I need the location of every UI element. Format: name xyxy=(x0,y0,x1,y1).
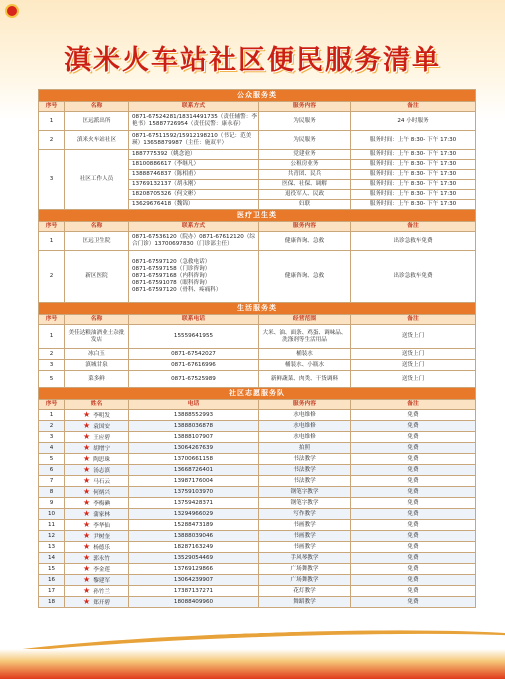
row-note: 服务时间：上午 8:30- 下午 17:30 xyxy=(351,160,476,170)
column-header: 姓名 xyxy=(65,400,129,410)
row-number: 9 xyxy=(39,498,65,509)
row-service: 广场舞教学 xyxy=(259,575,351,586)
column-header: 名称 xyxy=(65,222,129,232)
row-number: 16 xyxy=(39,575,65,586)
volunteer-name: 孙竹兰 xyxy=(93,588,110,595)
table-row xyxy=(39,454,476,465)
row-contact: 13769132137（胡永刚） xyxy=(129,180,259,190)
party-member-star-icon: ★ xyxy=(83,585,91,595)
section-title: 公众服务类 xyxy=(39,90,476,102)
row-note: 送货上门 xyxy=(351,349,476,360)
table-row xyxy=(39,432,476,443)
row-service: 共青团、民兵 xyxy=(259,170,351,180)
party-member-star-icon: ★ xyxy=(83,541,91,551)
row-number: 18 xyxy=(39,597,65,608)
party-member-star-icon: ★ xyxy=(83,475,91,485)
volunteer-name: 陶思珠 xyxy=(93,456,110,463)
table-row xyxy=(39,476,476,487)
row-service: 钢笔字教学 xyxy=(259,487,351,498)
row-number: 1 xyxy=(39,112,65,131)
row-phone: 18287163249 xyxy=(129,542,259,553)
service-list-board xyxy=(38,89,475,608)
section-header xyxy=(39,303,476,315)
volunteer-name: 郭永竹 xyxy=(93,555,110,562)
row-note: 24 小时服务 xyxy=(351,112,476,131)
table-row xyxy=(39,564,476,575)
table-row xyxy=(39,465,476,476)
party-member-star-icon: ★ xyxy=(83,497,91,507)
row-number: 3 xyxy=(39,150,65,210)
row-service: 新鲜蔬菜、肉类、干货调料 xyxy=(259,371,351,388)
table-row xyxy=(39,542,476,553)
table-row xyxy=(39,112,476,131)
row-contact: 0871-67616996 xyxy=(129,360,259,371)
column-header: 联系方式 xyxy=(129,102,259,112)
row-name: 美佳达粮油酒业土杂批发店 xyxy=(65,325,129,349)
table-row xyxy=(39,531,476,542)
column-header: 服务内容 xyxy=(259,222,351,232)
row-service: 水电维修 xyxy=(259,410,351,421)
row-phone: 13987176004 xyxy=(129,476,259,487)
row-phone: 13769129866 xyxy=(129,564,259,575)
party-member-star-icon: ★ xyxy=(83,519,91,529)
row-service: 健康咨询、急救 xyxy=(259,251,351,303)
table-row xyxy=(39,487,476,498)
column-header: 名称 xyxy=(65,102,129,112)
party-member-star-icon: ★ xyxy=(83,420,91,430)
row-note: 免费 xyxy=(351,509,476,520)
volunteer-name: 李华仙 xyxy=(93,522,110,529)
row-phone: 13294966029 xyxy=(129,509,259,520)
volunteer-name: 黎建军 xyxy=(93,577,110,584)
volunteer-name-cell xyxy=(65,509,129,520)
row-service: 书画教学 xyxy=(259,542,351,553)
table-row xyxy=(39,498,476,509)
volunteer-name-cell xyxy=(65,487,129,498)
row-service: 花灯教学 xyxy=(259,586,351,597)
row-contact: 0871-67597120（急救电话） 0871-67597158（门诊咨询） 0871-67597168（内科咨询） 0871-67591078（眼科咨询） 0871-67597120（骨科、疼痛科） xyxy=(129,251,259,303)
party-member-star-icon: ★ xyxy=(83,431,91,441)
volunteer-name-cell xyxy=(65,520,129,531)
row-note: 免费 xyxy=(351,443,476,454)
row-contact: 0871-67542027 xyxy=(129,349,259,360)
table-row xyxy=(39,150,476,160)
row-note: 免费 xyxy=(351,498,476,509)
table-row xyxy=(39,575,476,586)
row-note: 服务时间：上午 8:30- 下午 17:30 xyxy=(351,170,476,180)
row-note: 免费 xyxy=(351,575,476,586)
row-note: 出诊急救车免费 xyxy=(351,251,476,303)
volunteer-name-cell xyxy=(65,564,129,575)
column-header: 经营范围 xyxy=(259,315,351,325)
volunteer-name: 李梅碘 xyxy=(93,500,110,507)
row-note: 服务时间：上午 8:30- 下午 17:30 xyxy=(351,200,476,210)
party-member-star-icon: ★ xyxy=(83,574,91,584)
row-phone: 17387137271 xyxy=(129,586,259,597)
row-note: 免费 xyxy=(351,520,476,531)
row-number: 12 xyxy=(39,531,65,542)
table-row xyxy=(39,443,476,454)
row-phone: 13668726401 xyxy=(129,465,259,476)
row-number: 5 xyxy=(39,454,65,465)
row-note: 免费 xyxy=(351,531,476,542)
volunteer-name: 汤志滇 xyxy=(93,467,110,474)
row-note: 服务时间：上午 8:30- 下午 17:30 xyxy=(351,150,476,160)
row-contact: 0871-67536120（院办）0871-67612120（综合门诊）13700697830（门诊部主任） xyxy=(129,232,259,251)
section-header xyxy=(39,210,476,222)
table-row xyxy=(39,360,476,371)
party-member-star-icon: ★ xyxy=(83,530,91,540)
volunteer-name-cell xyxy=(65,443,129,454)
row-note: 送货上门 xyxy=(351,325,476,349)
table-row xyxy=(39,232,476,251)
column-header: 备注 xyxy=(351,102,476,112)
table-row xyxy=(39,371,476,388)
volunteer-name-cell xyxy=(65,421,129,432)
row-name: 匡远卫生院 xyxy=(65,232,129,251)
row-number: 2 xyxy=(39,421,65,432)
row-name: 匡远派出所 xyxy=(65,112,129,131)
party-member-star-icon: ★ xyxy=(83,464,91,474)
row-phone: 13888036878 xyxy=(129,421,259,432)
volunteer-name-cell xyxy=(65,597,129,608)
row-number: 1 xyxy=(39,410,65,421)
row-service: 钢笔字教学 xyxy=(259,498,351,509)
volunteer-name: 李金莲 xyxy=(93,566,110,573)
row-service: 写作教学 xyxy=(259,509,351,520)
row-note: 免费 xyxy=(351,542,476,553)
volunteer-name-cell xyxy=(65,586,129,597)
page-title: 滇米火车站社区便民服务清单 xyxy=(64,45,441,76)
volunteer-name: 马石云 xyxy=(93,478,110,485)
row-note: 送货上门 xyxy=(351,371,476,388)
table-row xyxy=(39,509,476,520)
row-number: 14 xyxy=(39,553,65,564)
footer-background xyxy=(0,649,505,679)
row-service: 大米、油、面条、鸡蛋、调味品、洗涤剂等生活用品 xyxy=(259,325,351,349)
row-phone: 13888107907 xyxy=(129,432,259,443)
row-service: 健康咨询、急救 xyxy=(259,232,351,251)
row-phone: 13888552993 xyxy=(129,410,259,421)
table-row xyxy=(39,325,476,349)
row-note: 免费 xyxy=(351,586,476,597)
column-header: 名称 xyxy=(65,315,129,325)
row-service: 书法教学 xyxy=(259,476,351,487)
column-header: 备注 xyxy=(351,400,476,410)
row-note: 免费 xyxy=(351,553,476,564)
row-number: 2 xyxy=(39,251,65,303)
row-note: 出诊急救车免费 xyxy=(351,232,476,251)
row-number: 7 xyxy=(39,476,65,487)
section-title: 生活服务类 xyxy=(39,303,476,315)
row-note: 免费 xyxy=(351,421,476,432)
volunteer-name: 胡增宁 xyxy=(93,445,110,452)
row-note: 免费 xyxy=(351,487,476,498)
row-number: 8 xyxy=(39,487,65,498)
row-contact: 1887775392（姚念池） xyxy=(129,150,259,160)
table-row xyxy=(39,131,476,150)
column-header-row xyxy=(39,400,476,410)
row-note: 免费 xyxy=(351,476,476,487)
volunteer-name: 袁国安 xyxy=(93,423,110,430)
table-row xyxy=(39,597,476,608)
row-number: 2 xyxy=(39,131,65,150)
party-member-star-icon: ★ xyxy=(83,409,91,419)
row-service: 书画教学 xyxy=(259,531,351,542)
row-service: 桶装水、小瓶水 xyxy=(259,360,351,371)
row-number: 1 xyxy=(39,232,65,251)
row-contact: 0871-67525989 xyxy=(129,371,259,388)
row-number: 10 xyxy=(39,509,65,520)
row-number: 1 xyxy=(39,325,65,349)
row-number: 17 xyxy=(39,586,65,597)
row-contact: 13629676418（魏锦） xyxy=(129,200,259,210)
party-emblem-icon xyxy=(5,4,19,18)
row-name: 社区工作人员 xyxy=(65,150,129,210)
volunteer-name-cell xyxy=(65,531,129,542)
volunteer-name: 杨德乐 xyxy=(93,544,110,551)
column-header-row xyxy=(39,222,476,232)
row-name: 冰白玉 xyxy=(65,349,129,360)
column-header: 序号 xyxy=(39,222,65,232)
row-phone: 13064239907 xyxy=(129,575,259,586)
row-contact: 0871-67511592/15912198210（书记：范美瑛）13658879987（主任：施双平） xyxy=(129,131,259,150)
row-number: 4 xyxy=(39,443,65,454)
row-service: 广场舞教学 xyxy=(259,564,351,575)
party-member-star-icon: ★ xyxy=(83,552,91,562)
row-note: 免费 xyxy=(351,564,476,575)
party-member-star-icon: ★ xyxy=(83,442,91,452)
table-row xyxy=(39,421,476,432)
row-service: 书法教学 xyxy=(259,454,351,465)
row-number: 5 xyxy=(39,371,65,388)
row-service: 为民服务 xyxy=(259,131,351,150)
row-service: 妇联 xyxy=(259,200,351,210)
row-service: 医保、社保、调解 xyxy=(259,180,351,190)
row-service: 水电维修 xyxy=(259,432,351,443)
row-number: 3 xyxy=(39,360,65,371)
volunteer-name-cell xyxy=(65,498,129,509)
column-header: 序号 xyxy=(39,102,65,112)
section-title: 社区志愿服务队 xyxy=(39,388,476,400)
row-service: 公租房业务 xyxy=(259,160,351,170)
volunteer-name: 蒲家林 xyxy=(93,511,110,518)
row-number: 6 xyxy=(39,465,65,476)
volunteer-name-cell xyxy=(65,476,129,487)
table-row xyxy=(39,520,476,531)
volunteer-name: 何炳兴 xyxy=(93,489,110,496)
row-service: 书画教学 xyxy=(259,520,351,531)
party-member-star-icon: ★ xyxy=(83,563,91,573)
row-note: 服务时间：上午 8:30- 下午 17:30 xyxy=(351,131,476,150)
volunteer-name-cell xyxy=(65,553,129,564)
row-name: 滇米火车站社区 xyxy=(65,131,129,150)
volunteer-name-cell xyxy=(65,410,129,421)
table-row xyxy=(39,410,476,421)
row-phone: 13529054469 xyxy=(129,553,259,564)
row-note: 免费 xyxy=(351,410,476,421)
row-contact: 18100886617（李继凡） xyxy=(129,160,259,170)
row-service: 书法教学 xyxy=(259,465,351,476)
row-number: 3 xyxy=(39,432,65,443)
section-header xyxy=(39,388,476,400)
volunteer-name-cell xyxy=(65,454,129,465)
volunteer-name: 王应碧 xyxy=(93,434,110,441)
row-phone: 13759428371 xyxy=(129,498,259,509)
column-header: 服务内容 xyxy=(259,400,351,410)
row-service: 舞蹈教学 xyxy=(259,597,351,608)
row-contact: 0871-67524281/18314491735（责任辅警：李艳书）15887726954（责任民警：康永春） xyxy=(129,112,259,131)
row-service: 手风琴教学 xyxy=(259,553,351,564)
row-service: 拍照 xyxy=(259,443,351,454)
column-header: 电话 xyxy=(129,400,259,410)
party-member-star-icon: ★ xyxy=(83,596,91,606)
row-name: 滇城甘泉 xyxy=(65,360,129,371)
row-note: 服务时间：上午 8:30- 下午 17:30 xyxy=(351,180,476,190)
column-header: 序号 xyxy=(39,400,65,410)
volunteer-name-cell xyxy=(65,465,129,476)
row-contact: 18208705326（何文彬） xyxy=(129,190,259,200)
column-header: 备注 xyxy=(351,315,476,325)
party-member-star-icon: ★ xyxy=(83,453,91,463)
row-name: 菜多鲜 xyxy=(65,371,129,388)
row-name: 新区医院 xyxy=(65,251,129,303)
row-contact: 15559641955 xyxy=(129,325,259,349)
column-header: 序号 xyxy=(39,315,65,325)
table-row xyxy=(39,553,476,564)
column-header-row xyxy=(39,102,476,112)
row-service: 退役军人、民政 xyxy=(259,190,351,200)
column-header: 备注 xyxy=(351,222,476,232)
party-member-star-icon: ★ xyxy=(83,486,91,496)
row-note: 送货上门 xyxy=(351,360,476,371)
row-phone: 13888039046 xyxy=(129,531,259,542)
row-number: 11 xyxy=(39,520,65,531)
column-header: 联系方式 xyxy=(129,222,259,232)
row-phone: 18088409960 xyxy=(129,597,259,608)
row-service: 为民服务 xyxy=(259,112,351,131)
row-service: 水电维修 xyxy=(259,421,351,432)
column-header: 服务内容 xyxy=(259,102,351,112)
row-phone: 15288473189 xyxy=(129,520,259,531)
row-note: 服务时间：上午 8:30- 下午 17:30 xyxy=(351,190,476,200)
volunteer-name-cell xyxy=(65,542,129,553)
volunteer-name: 尹树奎 xyxy=(93,533,110,540)
row-number: 2 xyxy=(39,349,65,360)
row-number: 13 xyxy=(39,542,65,553)
table-row xyxy=(39,251,476,303)
row-note: 免费 xyxy=(351,597,476,608)
row-phone: 13700661158 xyxy=(129,454,259,465)
section-header xyxy=(39,90,476,102)
table-row xyxy=(39,586,476,597)
row-service: 桶装水 xyxy=(259,349,351,360)
column-header-row xyxy=(39,315,476,325)
row-service: 党建业务 xyxy=(259,150,351,160)
volunteer-name-cell xyxy=(65,432,129,443)
row-phone: 13759103970 xyxy=(129,487,259,498)
party-member-star-icon: ★ xyxy=(83,508,91,518)
service-table xyxy=(38,89,476,608)
table-row xyxy=(39,349,476,360)
column-header: 联系电话 xyxy=(129,315,259,325)
volunteer-name-cell xyxy=(65,575,129,586)
volunteer-name: 李明发 xyxy=(93,412,110,419)
row-contact: 13888746837（陈相甫） xyxy=(129,170,259,180)
row-number: 15 xyxy=(39,564,65,575)
row-note: 免费 xyxy=(351,432,476,443)
row-note: 免费 xyxy=(351,454,476,465)
row-phone: 13064267639 xyxy=(129,443,259,454)
volunteer-name: 郑开碧 xyxy=(93,599,110,606)
row-note: 免费 xyxy=(351,465,476,476)
section-title: 医疗卫生类 xyxy=(39,210,476,222)
